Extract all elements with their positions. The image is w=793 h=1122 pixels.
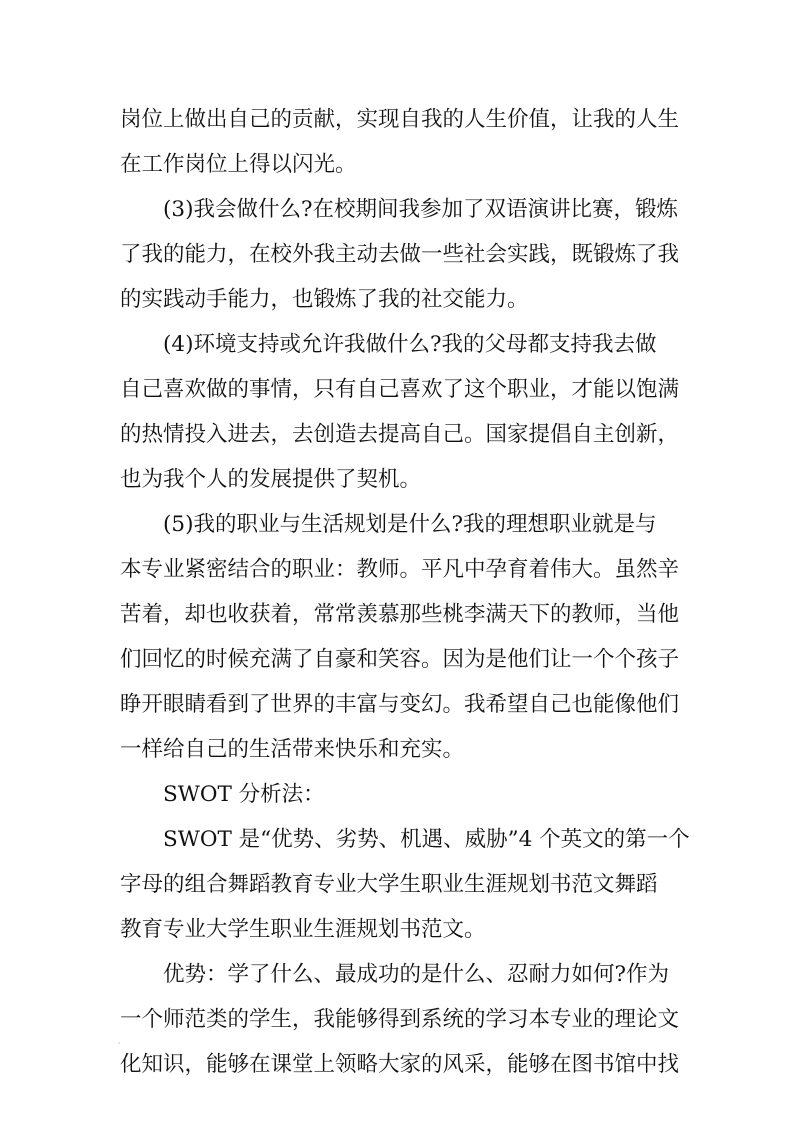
text-line: 的热情投入进去，去创造去提高自己。国家提倡自主创新， <box>120 422 680 447</box>
text-line: 化知识，能够在课堂上领略大家的风采，能够在图书馆中找 <box>120 1052 680 1077</box>
text-line: 字母的组合舞蹈教育专业大学生职业生涯规划书范文舞蹈 <box>120 872 658 897</box>
text-line: 的实践动手能力，也锻炼了我的社交能力。 <box>120 287 529 312</box>
text-line: 也为我个人的发展提供了契机。 <box>120 467 422 492</box>
paragraph-start-line: SWOT 是“优势、劣势、机遇、威胁”4 个英文的第一个 <box>163 827 690 852</box>
text-line: 了我的能力，在校外我主动去做一些社会实践，既锻炼了我 <box>120 242 680 267</box>
paragraph-start-line: (3)我会做什么?在校期间我参加了双语演讲比赛，锻炼 <box>163 197 678 222</box>
text-line: 们回忆的时候充满了自豪和笑容。因为是他们让一个个孩子 <box>120 647 680 672</box>
text-line: 自己喜欢做的事情，只有自己喜欢了这个职业，才能以饱满 <box>120 377 680 402</box>
paragraph-start-line: (4)环境支持或允许我做什么?我的父母都支持我去做 <box>163 332 657 357</box>
text-line: 教育专业大学生职业生涯规划书范文。 <box>120 917 486 942</box>
text-line: 苦着，却也收获着，常常羡慕那些桃李满天下的教师，当他 <box>120 602 680 627</box>
paragraph-start-line: 优势：学了什么、最成功的是什么、忍耐力如何?作为 <box>163 962 670 987</box>
text-line: 睁开眼睛看到了世界的丰富与变幻。我希望自己也能像他们 <box>120 692 680 717</box>
paragraph-start-line: (5)我的职业与生活规划是什么?我的理想职业就是与 <box>163 512 657 537</box>
body-text <box>120 97 690 1087</box>
text-line: 一个师范类的学生，我能够得到系统的学习本专业的理论文 <box>120 1007 680 1032</box>
section-heading-swot: SWOT 分析法： <box>163 782 325 807</box>
text-line: 岗位上做出自己的贡献，实现自我的人生价值，让我的人生 <box>120 107 680 132</box>
text-line: 一样给自己的生活带来快乐和充实。 <box>120 737 465 762</box>
text-line: 在工作岗位上得以闪光。 <box>120 152 357 177</box>
text-line: 本专业紧密结合的职业：教师。平凡中孕育着伟大。虽然辛 <box>120 557 680 582</box>
corner-mark <box>118 1042 120 1044</box>
